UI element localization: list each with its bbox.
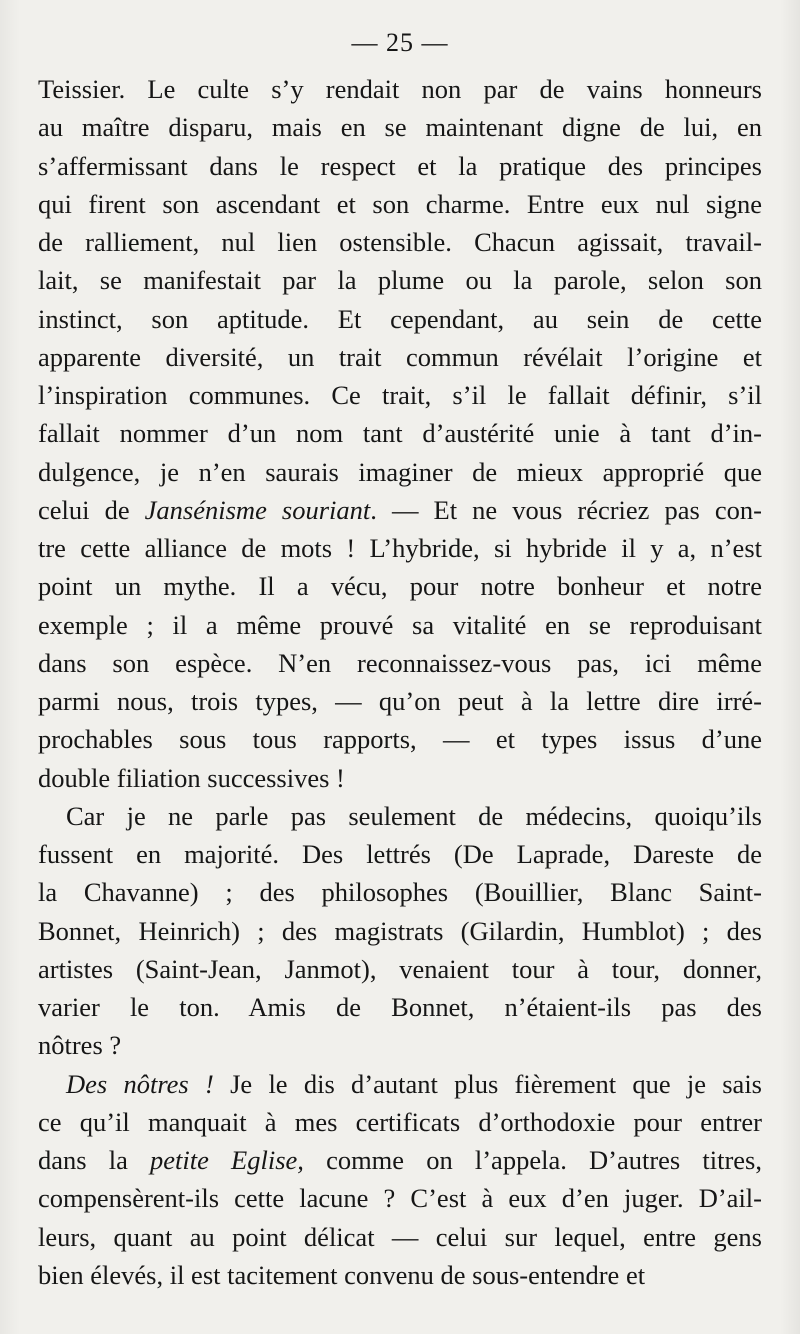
text-segment: dans la (38, 1145, 151, 1175)
text-segment: de ralliement, nul lien ostensible. Chacun agissait, travail- (38, 227, 762, 257)
text-line (38, 1256, 762, 1294)
text-segment: Je le dis d’autant plus fièrement que je sais (213, 1068, 762, 1099)
text-line (38, 376, 762, 414)
italic-segment: petite Eglise, (150, 1145, 304, 1175)
text-line (38, 835, 762, 873)
text-line (38, 223, 762, 261)
text-line (38, 453, 762, 491)
text-segment: nôtres ? (38, 1030, 122, 1061)
text-line (38, 1065, 762, 1103)
text-segment: la Chavanne) ; des philosophes (Bouillier, Blanc Saint- (38, 877, 762, 908)
text-line (38, 338, 762, 376)
text-segment: point un mythe. Il a vécu, pour notre bonheur et notre (38, 571, 762, 602)
text-line (38, 1026, 762, 1064)
text-line (38, 261, 762, 299)
text-segment: fallait nommer d’un nom tant d’austérité unie à tant d’in- (38, 418, 762, 449)
text-line (38, 1179, 762, 1217)
text-line (38, 300, 762, 338)
body-text (38, 70, 762, 1294)
text-segment: s’affermissant dans le respect et la pratique des principes (38, 150, 762, 181)
text-segment: Bonnet, Heinrich) ; des magistrats (Gilardin, Humblot) ; des (38, 915, 762, 946)
text-line (38, 912, 762, 950)
italic-segment: Des nôtres ! (66, 1068, 214, 1099)
text-segment: . — Et ne vous récriez pas con- (370, 494, 763, 525)
text-segment: au maître disparu, mais en se maintenant digne de lui, en (38, 112, 762, 143)
text-segment: varier le ton. Amis de Bonnet, n’étaient-ils pas des (38, 992, 762, 1022)
text-segment: dans son espèce. N’en reconnaissez-vous pas, ici même (38, 647, 762, 678)
text-segment: comme on l’appela. D’autres titres, (303, 1145, 762, 1175)
text-segment: double filiation successives ! (38, 762, 345, 793)
text-segment: Car je ne parle pas seulement de médecins, quoiqu’ils (66, 800, 762, 831)
text-segment: instinct, son aptitude. Et cependant, au sein de cette (38, 303, 762, 334)
text-segment: l’inspiration communes. Ce trait, s’il le fallait définir, s’il (38, 380, 762, 410)
text-line (38, 759, 762, 797)
text-segment: ce qu’il manquait à mes certificats d’orthodoxie pour entrer (38, 1106, 762, 1137)
text-segment: bien élevés, il est tacitement convenu de sous-entendre et (38, 1259, 646, 1290)
text-line (38, 950, 762, 988)
text-line (38, 682, 762, 720)
text-line (38, 1103, 762, 1141)
text-line (38, 606, 762, 644)
text-segment: exemple ; il a même prouvé sa vitalité en se reproduisant (38, 609, 762, 640)
text-segment: prochables sous tous rapports, — et types issus d’une (38, 724, 762, 755)
text-segment: celui de (38, 494, 145, 525)
text-segment: compensèrent-ils cette lacune ? C’est à eux d’en juger. D’ail- (38, 1183, 762, 1214)
text-segment: apparente diversité, un trait commun révélait l’origine et (38, 341, 762, 372)
text-segment: fussent en majorité. Des lettrés (De Laprade, Dareste de (38, 839, 762, 869)
text-line (38, 185, 762, 223)
text-line (38, 414, 762, 452)
text-line (38, 567, 762, 605)
text-segment: tre cette alliance de mots ! L’hybride, si hybride il y a, n’est (38, 533, 762, 563)
text-line (38, 70, 762, 108)
italic-segment: Jansénisme souriant (144, 494, 371, 525)
text-line (38, 1141, 762, 1179)
text-line (38, 873, 762, 911)
text-line (38, 529, 762, 567)
text-segment: qui firent son ascendant et son charme. Entre eux nul signe (38, 188, 762, 219)
text-segment: lait, se manifestait par la plume ou la parole, selon son (38, 265, 762, 296)
text-segment: dulgence, je n’en saurais imaginer de mieux approprié que (38, 456, 762, 487)
text-segment: artistes (Saint-Jean, Janmot), venaient tour à tour, donner, (38, 953, 762, 984)
text-line (38, 147, 762, 185)
text-line (38, 491, 762, 529)
text-segment: parmi nous, trois types, — qu’on peut à la lettre dire irré- (38, 686, 762, 716)
text-line (38, 644, 762, 682)
text-line (38, 720, 762, 758)
text-segment: Teissier. Le culte s’y rendait non par de vains honneurs (38, 74, 762, 104)
text-line (38, 1218, 762, 1256)
text-line (38, 988, 762, 1026)
text-line (38, 108, 762, 146)
page-number: — 25 — (351, 28, 449, 57)
text-line (38, 797, 762, 835)
text-segment: leurs, quant au point délicat — celui sur lequel, entre gens (38, 1221, 762, 1252)
